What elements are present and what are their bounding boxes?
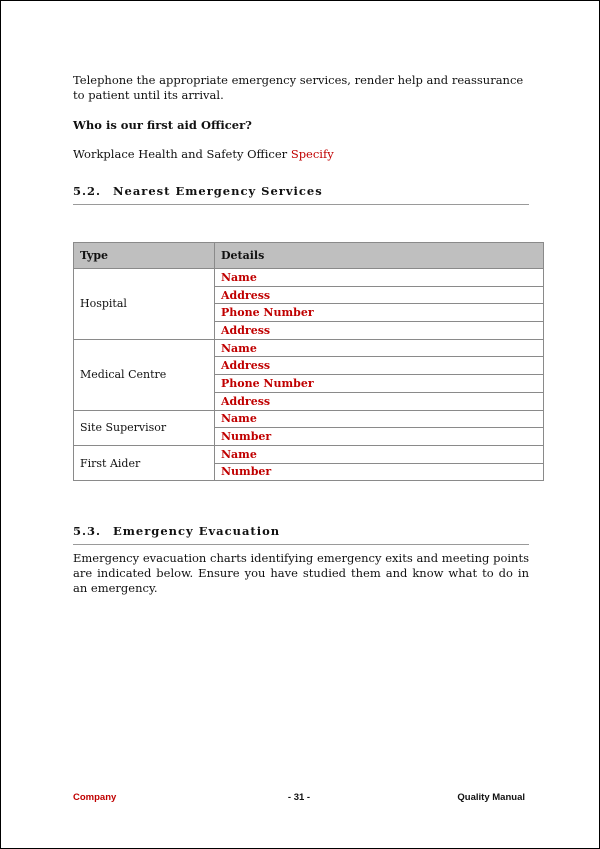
table-row bbox=[74, 339, 544, 357]
header-details: Details bbox=[215, 243, 544, 269]
detail-cell: Name bbox=[215, 410, 544, 428]
detail-cell: Phone Number bbox=[215, 304, 544, 322]
type-cell: Medical Centre bbox=[74, 339, 215, 410]
footer-page-number: - 31 - bbox=[287, 792, 311, 803]
table-header-row bbox=[74, 243, 544, 269]
type-cell: Hospital bbox=[74, 269, 215, 340]
table-row bbox=[74, 410, 544, 428]
section-heading-emergency-evacuation bbox=[73, 524, 529, 545]
officer-specify-placeholder: Specify bbox=[290, 147, 334, 161]
section-title: Nearest Emergency Services bbox=[113, 184, 323, 198]
detail-cell: Name bbox=[215, 339, 544, 357]
footer-company: Company bbox=[73, 792, 117, 803]
section-title: Emergency Evacuation bbox=[113, 524, 281, 538]
detail-cell: Name bbox=[215, 269, 544, 287]
intro-paragraph: Telephone the appropriate emergency services, render help and reassurance to patient until its arrival. bbox=[73, 73, 524, 102]
header-type: Type bbox=[74, 243, 215, 269]
detail-cell: Address bbox=[215, 392, 544, 410]
detail-cell: Phone Number bbox=[215, 375, 544, 393]
detail-cell: Number bbox=[215, 428, 544, 446]
first-aid-officer-line bbox=[73, 147, 334, 161]
detail-cell: Name bbox=[215, 445, 544, 463]
section-heading-nearest-emergency-services bbox=[73, 184, 529, 205]
detail-cell: Address bbox=[215, 286, 544, 304]
evacuation-paragraph: Emergency evacuation charts identifying emergency exits and meeting points are indicated below. Ensure you have studied them and know what to do in an emergency. bbox=[73, 551, 529, 595]
first-aid-question: Who is our first aid Officer? bbox=[73, 118, 252, 132]
table-row bbox=[74, 269, 544, 287]
detail-cell: Number bbox=[215, 463, 544, 481]
emergency-services-table bbox=[73, 242, 544, 481]
section-number: 5.2. bbox=[73, 184, 102, 198]
footer-document-title: Quality Manual bbox=[457, 792, 525, 803]
table-row bbox=[74, 445, 544, 463]
type-cell: First Aider bbox=[74, 445, 215, 480]
type-cell: Site Supervisor bbox=[74, 410, 215, 445]
detail-cell: Address bbox=[215, 357, 544, 375]
detail-cell: Address bbox=[215, 322, 544, 340]
officer-label: Workplace Health and Safety Officer bbox=[73, 147, 288, 161]
section-number: 5.3. bbox=[73, 524, 102, 538]
